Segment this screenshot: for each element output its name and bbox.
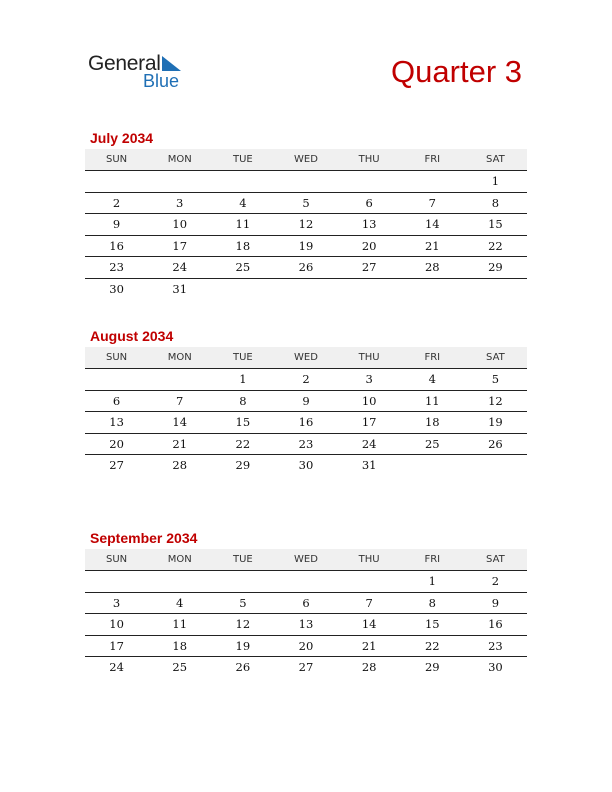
day-cell: 28 bbox=[361, 660, 377, 675]
day-cell: 10 bbox=[361, 393, 377, 408]
day-cell: 29 bbox=[424, 660, 440, 675]
logo-blue-text: Blue bbox=[143, 71, 180, 91]
day-cell: 14 bbox=[424, 217, 440, 232]
day-cell: 1 bbox=[491, 174, 500, 189]
week-row bbox=[85, 369, 527, 391]
weekday-header bbox=[85, 347, 527, 369]
day-cell: 26 bbox=[298, 260, 314, 275]
week-row bbox=[85, 657, 527, 678]
weekday-label: FRI bbox=[424, 352, 441, 363]
weekday-label: MON bbox=[167, 352, 192, 363]
day-cell: 7 bbox=[176, 393, 184, 408]
month-title: July 2034 bbox=[90, 130, 154, 146]
day-cell: 23 bbox=[109, 260, 124, 275]
day-cell: 15 bbox=[424, 617, 440, 632]
day-cell: 2 bbox=[112, 195, 121, 210]
day-cell: 5 bbox=[302, 195, 310, 210]
day-cell: 12 bbox=[298, 217, 314, 232]
day-cell: 12 bbox=[488, 393, 503, 408]
weekday-label: SUN bbox=[105, 352, 128, 363]
weekday-label: SAT bbox=[486, 554, 505, 565]
weekday-label: TUE bbox=[232, 352, 253, 363]
weekday-label: SUN bbox=[105, 154, 128, 165]
day-cell: 21 bbox=[361, 638, 377, 653]
weekday-label: WED bbox=[294, 554, 318, 565]
day-cell: 24 bbox=[172, 260, 188, 275]
day-cell: 30 bbox=[488, 660, 503, 675]
day-cell: 25 bbox=[235, 260, 251, 275]
weekday-label: THU bbox=[358, 154, 380, 165]
week-row bbox=[85, 593, 527, 615]
flag-icon bbox=[160, 56, 182, 72]
weekday-header bbox=[85, 149, 527, 171]
day-cell: 18 bbox=[172, 638, 188, 653]
weekday-label: MON bbox=[167, 554, 192, 565]
day-cell: 4 bbox=[239, 195, 247, 210]
weekday-label: FRI bbox=[424, 554, 441, 565]
day-cell: 23 bbox=[298, 436, 314, 451]
day-cell: 12 bbox=[235, 617, 251, 632]
day-cell: 14 bbox=[361, 617, 377, 632]
day-cell: 31 bbox=[361, 458, 377, 473]
week-row bbox=[85, 434, 527, 456]
day-cell: 11 bbox=[424, 393, 440, 408]
month-block bbox=[85, 328, 527, 476]
day-cell: 27 bbox=[361, 260, 377, 275]
week-row bbox=[85, 412, 527, 434]
day-cell: 13 bbox=[361, 217, 377, 232]
day-cell: 8 bbox=[491, 195, 500, 210]
month-title: September 2034 bbox=[90, 530, 198, 546]
week-row bbox=[85, 571, 527, 593]
weekday-label: FRI bbox=[424, 154, 441, 165]
logo bbox=[88, 52, 198, 92]
month-block bbox=[85, 130, 527, 299]
day-cell: 1 bbox=[428, 574, 436, 589]
day-cell: 29 bbox=[235, 458, 251, 473]
day-cell: 7 bbox=[365, 595, 373, 610]
day-cell: 22 bbox=[488, 238, 503, 253]
day-cell: 3 bbox=[176, 195, 184, 210]
week-row bbox=[85, 171, 527, 193]
day-cell: 11 bbox=[235, 217, 251, 232]
day-cell: 18 bbox=[424, 415, 440, 430]
week-row bbox=[85, 279, 527, 300]
day-cell: 21 bbox=[172, 436, 188, 451]
day-cell: 5 bbox=[239, 595, 247, 610]
day-cell: 31 bbox=[172, 281, 188, 296]
weekday-label: THU bbox=[358, 554, 380, 565]
day-cell: 4 bbox=[428, 372, 436, 387]
day-cell: 13 bbox=[109, 415, 124, 430]
month-block bbox=[85, 530, 527, 678]
day-cell: 6 bbox=[302, 595, 310, 610]
day-cell: 28 bbox=[172, 458, 188, 473]
day-cell: 4 bbox=[176, 595, 184, 610]
day-cell: 19 bbox=[488, 415, 503, 430]
day-cell: 22 bbox=[235, 436, 251, 451]
day-cell: 18 bbox=[235, 238, 251, 253]
day-cell: 17 bbox=[172, 238, 188, 253]
day-cell: 13 bbox=[298, 617, 314, 632]
weekday-label: WED bbox=[294, 154, 318, 165]
day-cell: 8 bbox=[239, 393, 247, 408]
day-cell: 26 bbox=[235, 660, 251, 675]
day-cell: 25 bbox=[172, 660, 188, 675]
weekday-label: MON bbox=[167, 154, 192, 165]
day-cell: 20 bbox=[109, 436, 124, 451]
day-cell: 27 bbox=[109, 458, 124, 473]
day-cell: 20 bbox=[298, 638, 314, 653]
day-cell: 19 bbox=[235, 638, 251, 653]
day-cell: 25 bbox=[424, 436, 440, 451]
month-title: August 2034 bbox=[90, 328, 174, 344]
day-cell: 22 bbox=[424, 638, 440, 653]
day-cell: 9 bbox=[112, 217, 121, 232]
day-cell: 16 bbox=[109, 238, 124, 253]
day-cell: 7 bbox=[428, 195, 436, 210]
day-cell: 10 bbox=[172, 217, 188, 232]
week-row bbox=[85, 193, 527, 215]
logo-general-text: General bbox=[88, 52, 161, 75]
weekday-label: SAT bbox=[486, 154, 505, 165]
day-cell: 10 bbox=[109, 617, 124, 632]
day-cell: 9 bbox=[491, 595, 500, 610]
week-row bbox=[85, 614, 527, 636]
day-cell: 20 bbox=[361, 238, 377, 253]
day-cell: 1 bbox=[239, 372, 247, 387]
day-cell: 2 bbox=[302, 372, 310, 387]
day-cell: 17 bbox=[109, 638, 124, 653]
day-cell: 3 bbox=[365, 372, 373, 387]
day-cell: 30 bbox=[109, 281, 124, 296]
weekday-label: TUE bbox=[232, 154, 253, 165]
week-row bbox=[85, 391, 527, 413]
day-cell: 15 bbox=[235, 415, 251, 430]
day-cell: 15 bbox=[488, 217, 503, 232]
week-row bbox=[85, 257, 527, 279]
weekday-label: THU bbox=[358, 352, 380, 363]
day-cell: 19 bbox=[298, 238, 314, 253]
day-cell: 27 bbox=[298, 660, 314, 675]
day-cell: 9 bbox=[302, 393, 310, 408]
day-cell: 28 bbox=[424, 260, 440, 275]
week-row bbox=[85, 214, 527, 236]
week-row bbox=[85, 636, 527, 658]
weekday-label: SUN bbox=[105, 554, 128, 565]
week-row bbox=[85, 236, 527, 258]
weekday-label: WED bbox=[294, 352, 318, 363]
day-cell: 6 bbox=[112, 393, 121, 408]
day-cell: 16 bbox=[488, 617, 503, 632]
day-cell: 30 bbox=[298, 458, 314, 473]
weekday-label: TUE bbox=[232, 554, 253, 565]
day-cell: 5 bbox=[491, 372, 500, 387]
day-cell: 17 bbox=[361, 415, 377, 430]
weekday-header bbox=[85, 549, 527, 571]
day-cell: 3 bbox=[112, 595, 121, 610]
day-cell: 24 bbox=[109, 660, 124, 675]
page-title: Quarter 3 bbox=[391, 54, 522, 89]
day-cell: 23 bbox=[488, 638, 503, 653]
day-cell: 16 bbox=[298, 415, 314, 430]
day-cell: 21 bbox=[424, 238, 440, 253]
day-cell: 26 bbox=[488, 436, 503, 451]
day-cell: 6 bbox=[365, 195, 373, 210]
week-row bbox=[85, 455, 527, 476]
day-cell: 24 bbox=[361, 436, 377, 451]
day-cell: 11 bbox=[172, 617, 188, 632]
day-cell: 8 bbox=[428, 595, 436, 610]
day-cell: 29 bbox=[488, 260, 503, 275]
day-cell: 2 bbox=[491, 574, 500, 589]
day-cell: 14 bbox=[172, 415, 188, 430]
weekday-label: SAT bbox=[486, 352, 505, 363]
